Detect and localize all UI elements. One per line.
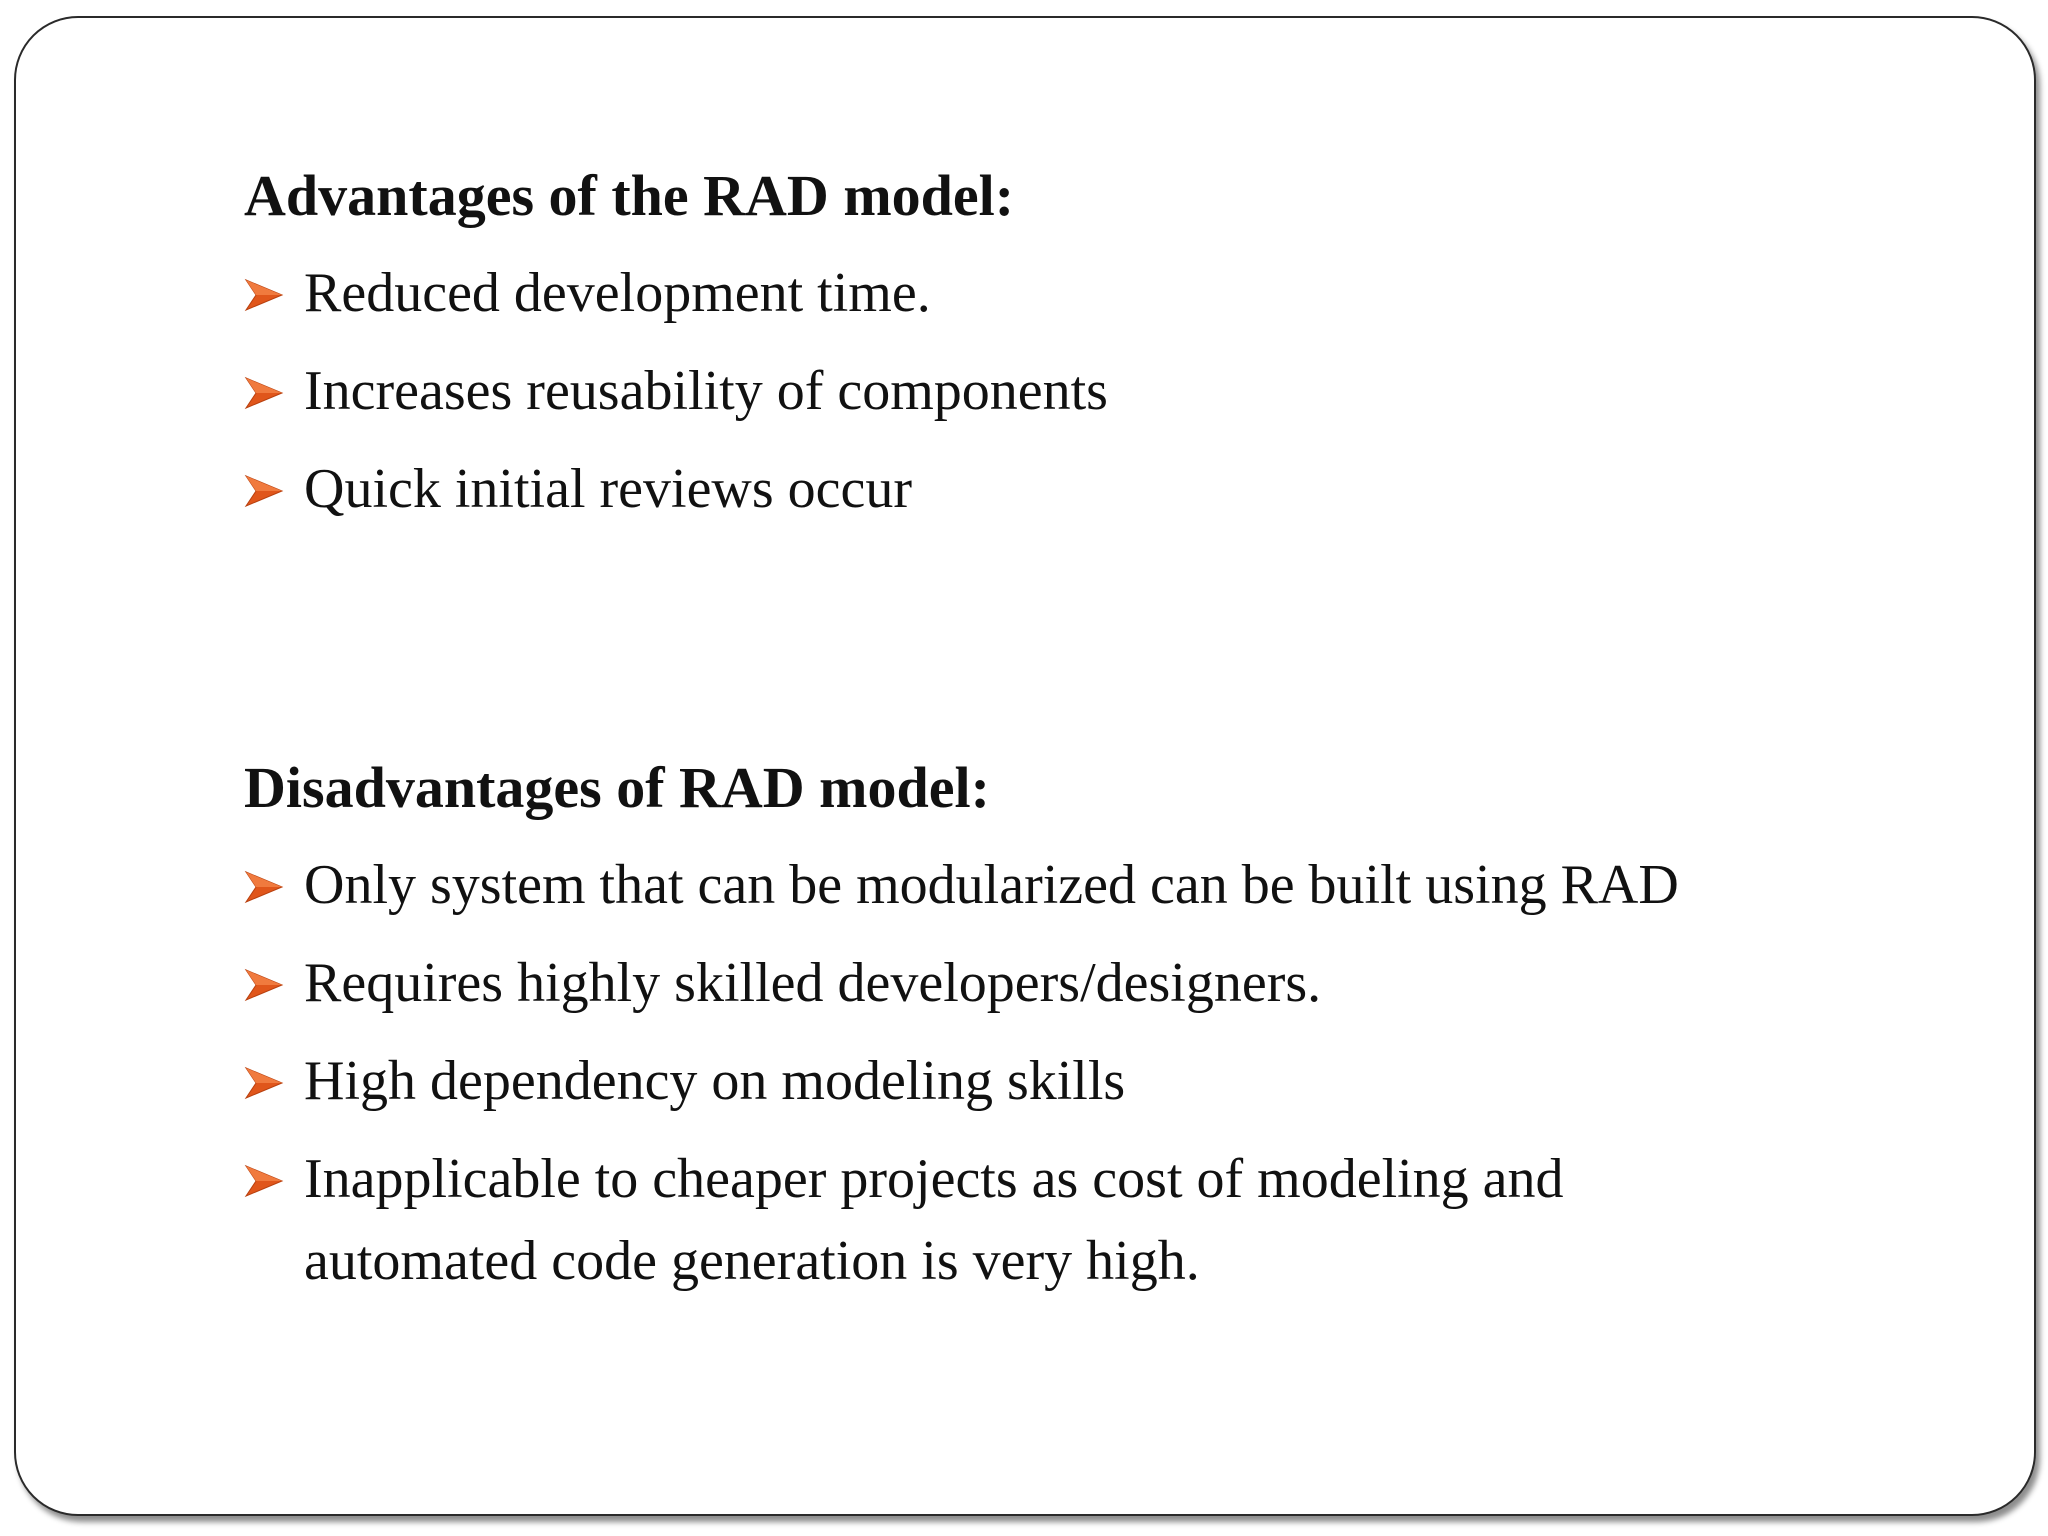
- disadvantages-item-text: Inapplicable to cheaper projects as cost of modeling and automated code generation is very high.: [304, 1148, 1564, 1292]
- disadvantages-list: [244, 844, 1924, 1302]
- disadvantages-heading: Disadvantages of RAD model:: [244, 755, 990, 820]
- advantages-item: [244, 350, 1924, 432]
- disadvantages-item: [244, 1138, 1744, 1302]
- arrowhead-bullet-icon: [244, 1066, 284, 1100]
- advantages-section: [244, 156, 1924, 530]
- arrowhead-bullet-icon: [244, 1164, 284, 1198]
- advantages-item: [244, 252, 1924, 334]
- arrowhead-bullet-icon: [244, 474, 284, 508]
- disadvantages-item: [244, 1040, 1924, 1122]
- slide-content: [244, 156, 1924, 1302]
- disadvantages-item-text: High dependency on modeling skills: [304, 1050, 1126, 1112]
- advantages-item-text: Increases reusability of components: [304, 360, 1108, 422]
- disadvantages-item: [244, 942, 1924, 1024]
- disadvantages-item-text: Requires highly skilled developers/designers.: [304, 952, 1322, 1014]
- advantages-item: [244, 448, 1924, 530]
- advantages-item-text: Reduced development time.: [304, 262, 931, 324]
- slide-frame: [14, 16, 2036, 1516]
- arrowhead-bullet-icon: [244, 870, 284, 904]
- arrowhead-bullet-icon: [244, 968, 284, 1002]
- advantages-item-text: Quick initial reviews occur: [304, 458, 913, 520]
- arrowhead-bullet-icon: [244, 278, 284, 312]
- disadvantages-item-text: Only system that can be modularized can be built using RAD: [304, 854, 1679, 916]
- advantages-heading: Advantages of the RAD model:: [244, 163, 1015, 228]
- arrowhead-bullet-icon: [244, 376, 284, 410]
- disadvantages-section: [244, 748, 1924, 1302]
- advantages-list: [244, 252, 1924, 530]
- disadvantages-item: [244, 844, 1924, 926]
